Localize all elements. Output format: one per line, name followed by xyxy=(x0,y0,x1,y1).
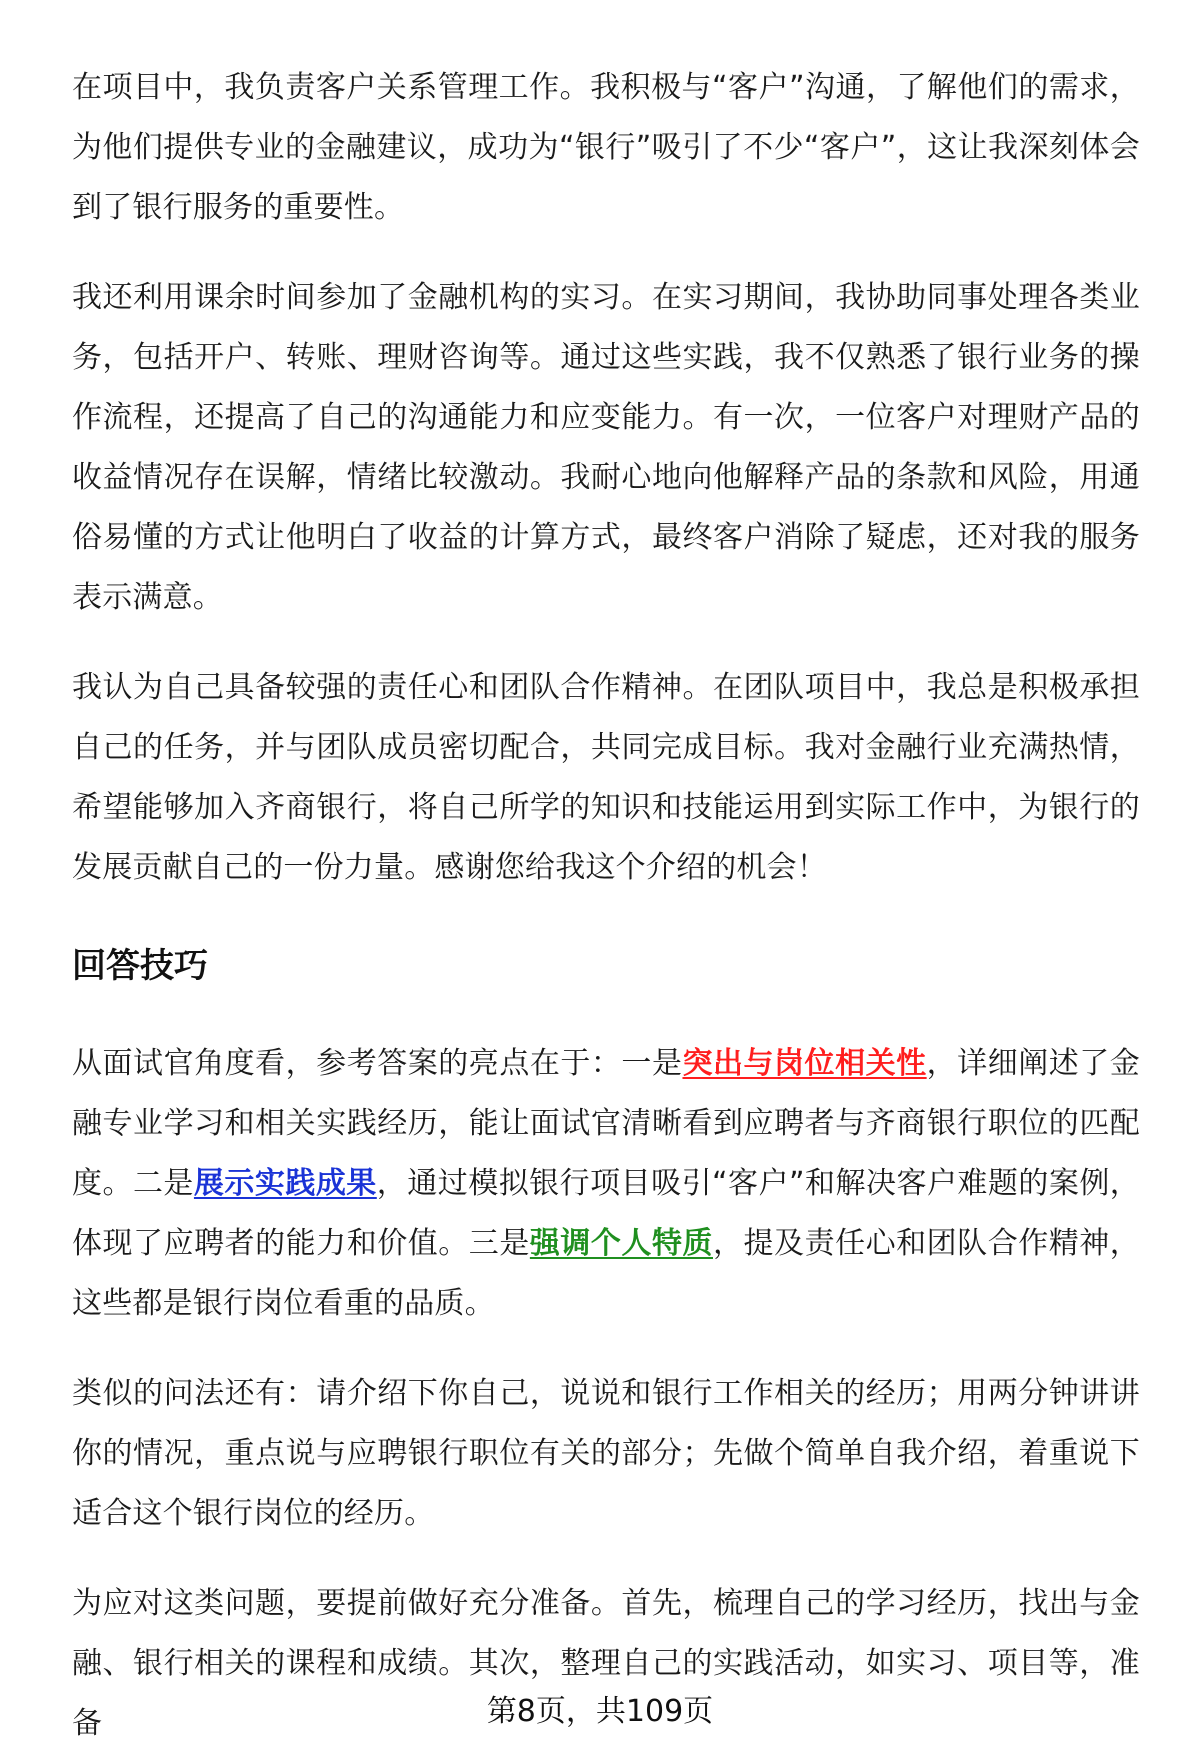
paragraph-internship: 我还利用课余时间参加了金融机构的实习。在实习期间，我协助同事处理各类业务，包括开户、转账、理财咨询等。通过这些实践，我不仅熟悉了银行业务的操作流程，还提高了自己的沟通能力和应变能力。有一次，一位客户对理财产品的收益情况存在误解，情绪比较激动。我耐心地向他解释产品的条款和风险，用通俗易懂的方式让他明白了收益的计算方式，最终客户消除了疑虑，还对我的服务表示满意。 xyxy=(72,280,1140,615)
paragraph-similar-questions: 类似的问法还有：请介绍下你自己，说说和银行工作相关的经历；用两分钟讲讲你的情况，重点说与应聘银行职位有关的部分；先做个简单自我介绍，着重说下适合这个银行岗位的经历。 xyxy=(72,1376,1140,1531)
paragraph-preparation: 为应对这类问题，要提前做好充分准备。首先，梳理自己的学习经历，找出与金融、银行相关的课程和成绩。其次，整理自己的实践活动，如实习、项目等，准备 xyxy=(72,1586,1140,1741)
tips-text-part4: ，提及责任心和团队合作精神，这些都是银行岗位看重的品质。 xyxy=(72,1226,1140,1321)
tips-text-part1: 从面试官角度看，参考答案的亮点在于：一是 xyxy=(72,1046,683,1081)
paragraph-client-management: 在项目中，我负责客户关系管理工作。我积极与“客户”沟通，了解他们的需求，为他们提供专业的金融建议，成功为“银行”吸引了不少“客户”，这让我深刻体会到了银行服务的重要性。 xyxy=(72,70,1140,225)
tips-text-part2: ，详细阐述了金融专业学习和相关实践经历，能让面试官清晰看到应聘者与齐商银行职位的匹配度。二是 xyxy=(72,1046,1140,1201)
paragraph-responsibility: 我认为自己具备较强的责任心和团队合作精神。在团队项目中，我总是积极承担自己的任务，并与团队成员密切配合，共同完成目标。我对金融行业充满热情，希望能够加入齐商银行，将自己所学的知识和技能运用到实际工作中，为银行的发展贡献自己的一份力量。感谢您给我这个介绍的机会！ xyxy=(72,670,1140,885)
highlight-relevance: 突出与岗位相关性 xyxy=(682,1046,927,1081)
paragraph-tips xyxy=(72,1034,1140,1334)
section-heading: 回答技巧 xyxy=(72,946,208,986)
highlight-traits: 强调个人特质 xyxy=(529,1226,713,1261)
tips-text-part3: ，通过模拟银行项目吸引“客户”和解决客户难题的案例，体现了应聘者的能力和价值。三是 xyxy=(72,1166,1140,1261)
page-number-footer: 第8页，共109页 xyxy=(486,1694,714,1729)
highlight-results: 展示实践成果 xyxy=(193,1166,377,1201)
